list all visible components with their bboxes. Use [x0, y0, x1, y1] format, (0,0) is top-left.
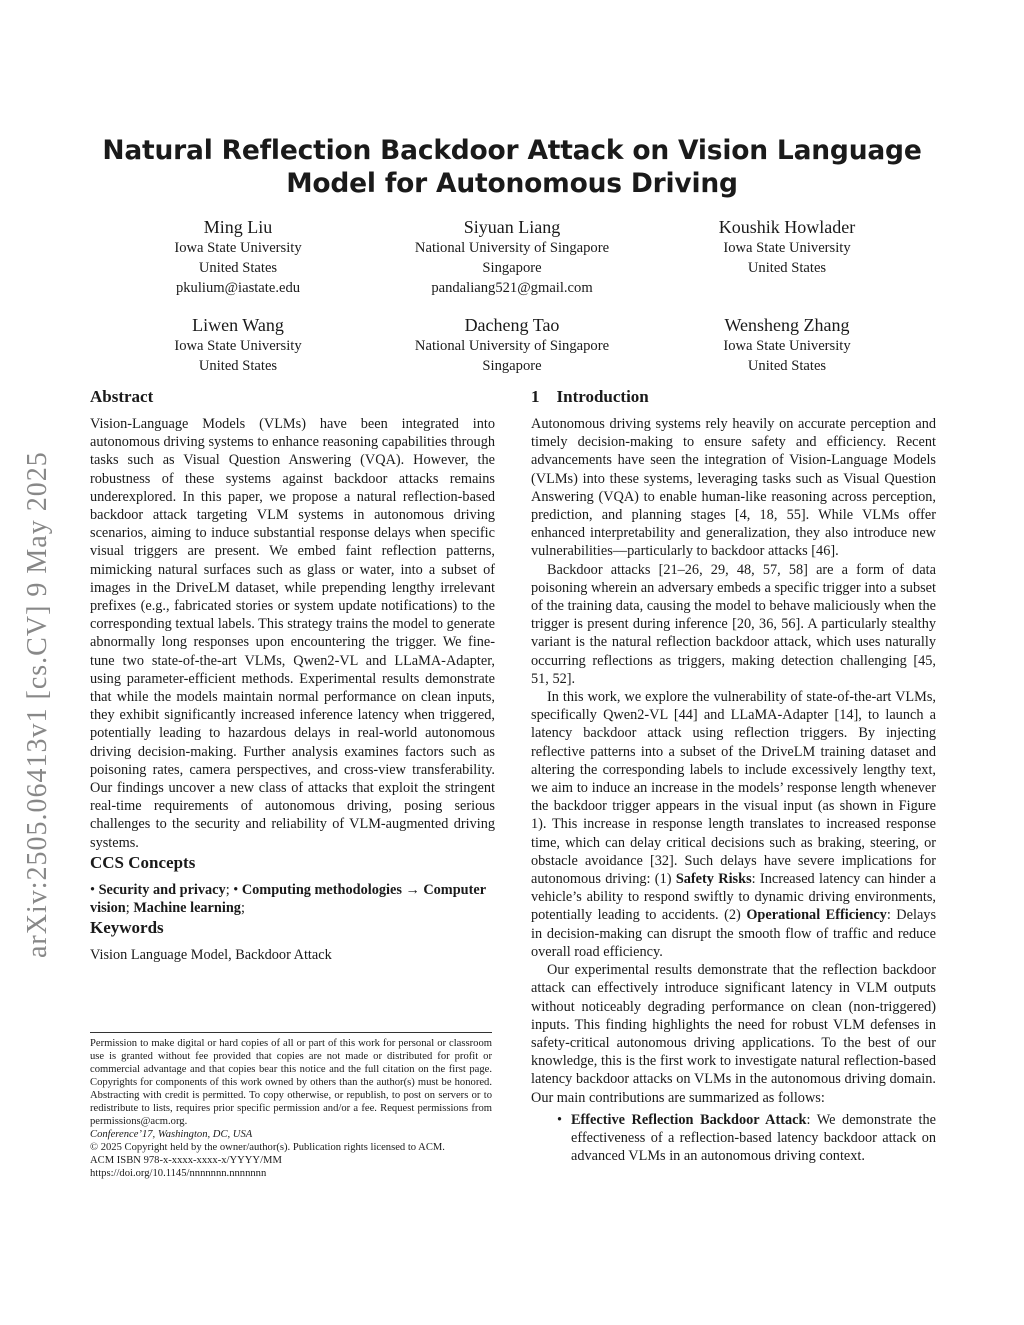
author-country: Singapore	[482, 260, 542, 276]
author-block	[98, 216, 378, 298]
author-block	[647, 314, 927, 376]
ccs-concepts: • Security and privacy; • Computing methodologies → Computer vision; Machine learning;	[90, 881, 486, 917]
intro-paragraph: Autonomous driving systems rely heavily on accurate perception and timely decision-making to ensure safety and efficiency. Recent advancements have seen the integration of Vision-Language Models (VLMs) into these systems, leveraging tasks such as Visual Question Answering (VQA) to enable human-like reasoning across perception, prediction, and planning stages [4, 18, 55]. While VLMs offer enhanced interpretability and generalization, they also introduce new vulnerabilities—particularly to backdoor attacks [46].	[531, 416, 936, 560]
ccs-separator: ;	[125, 900, 134, 917]
author-block	[372, 314, 652, 376]
operational-efficiency-term: Operational Efficiency	[746, 907, 887, 924]
author-country: United States	[747, 358, 827, 374]
list-item	[571, 1111, 936, 1166]
author-name: Liwen Wang	[192, 315, 284, 335]
intro-text: : Delays in decision-making can disrupt the smooth flow of traffic and reduce overall road efficiency.	[531, 907, 937, 960]
doi-link[interactable]: https://doi.org/10.1145/nnnnnnn.nnnnnnn	[90, 1168, 267, 1179]
author-block	[98, 314, 378, 376]
intro-text: In this work, we explore the vulnerability of state-of-the-art VLMs, specifically Qwen2-VL [44] and LLaMA-Adapter [14], to launch a latency backdoor attack using reflection triggers. By injecting reflective patterns into a subset of the DriveLM training dataset and altering the corresponding labels to include excessively lengthy text, we aim to induce an increase in the models’ response length whenever the backdoor trigger appears in the visual input (as shown in Figure 1). This increase in response length translates to increased response time, which can delay critical decisions such as braking, steering, or obstacle avoidance [32]. Such delays have severe implications for autonomous driving: (1)	[531, 689, 936, 888]
left-column	[90, 386, 495, 964]
ccs-ml: Machine learning	[133, 900, 241, 917]
right-column	[531, 386, 936, 1165]
intro-paragraph	[531, 688, 936, 961]
author-name: Wensheng Zhang	[724, 315, 850, 335]
ccs-end: ;	[240, 900, 245, 917]
author-affiliation: Iowa State University	[723, 240, 851, 256]
arxiv-identifier: arXiv:2505.06413v1 [cs.CV] 9 May 2025	[22, 451, 53, 958]
author-affiliation: Iowa State University	[174, 240, 302, 256]
author-name: Dacheng Tao	[464, 315, 560, 335]
paper-title: Natural Reflection Backdoor Attack on Vision Language Model for Autonomous Driving	[102, 135, 922, 199]
intro-paragraph: Our experimental results demonstrate that the reflection backdoor attack can effectively introduce significant latency in VLM outputs without noticeably degrading performance on clean (non-triggered) inputs. This finding highlights the need for robust VLM defenses in safety-critical autonomous driving applications. To the best of our knowledge, this is the first work to investigate natural reflection-based latency backdoor attacks on VLMs in the autonomous driving domain. Our main contributions are summarized as follows:	[531, 962, 936, 1106]
ccs-heading: CCS Concepts	[90, 852, 196, 872]
author-affiliation: Iowa State University	[174, 338, 302, 354]
author-country: Singapore	[482, 358, 542, 374]
intro-paragraph: Backdoor attacks [21–26, 29, 48, 57, 58] are a form of data poisoning wherein an adversary embeds a specific trigger into a subset of the training data, causing the model to behave maliciously when the trigger is present during inference [20, 36, 56]. A particularly stealthy variant is the natural reflection backdoor attack, which uses naturally occurring reflections as triggers, making detection challenging [45, 51, 52].	[531, 561, 936, 687]
author-affiliation: National University of Singapore	[414, 240, 610, 256]
contributions-list	[531, 1111, 936, 1166]
author-name: Ming Liu	[203, 217, 273, 237]
keywords-heading: Keywords	[90, 918, 164, 938]
author-name: Siyuan Liang	[463, 217, 561, 237]
author-affiliation: Iowa State University	[723, 338, 851, 354]
author-name: Koushik Howlader	[718, 217, 856, 237]
contribution-title: Effective Reflection Backdoor Attack	[571, 1111, 807, 1128]
contribution-text: : We demonstrate the effectiveness of a reflection-based latency backdoor attack on advanced VLMs in an autonomous driving context.	[571, 1111, 936, 1165]
ccs-computing: Computing methodologies → Computer vision	[90, 881, 486, 917]
author-country: United States	[747, 260, 827, 276]
author-email[interactable]: pandaliang521@gmail.com	[431, 280, 593, 296]
author-block	[372, 216, 652, 298]
intro-text: : Increased latency can hinder a vehicle’s ability to respond swiftly to dynamic driving environments, potentially leading to accidents. (2)	[531, 871, 936, 924]
keywords-text: Vision Language Model, Backdoor Attack	[90, 947, 332, 964]
intro-heading: 1 Introduction	[531, 387, 649, 406]
ccs-separator: ; •	[225, 881, 242, 898]
permission-notice: Permission to make digital or hard copies of all or part of this work for personal or classroom use is granted without fee provided that copies are not made or distributed for profit or commercial advantage and that copies bear this notice and the full citation on the first page. Copyrights for components of this work owned by others than the author(s) must be honored. Abstracting with credit is permitted. To copy otherwise, or republish, to post on servers or to redistribute to lists, requires prior specific permission and/or a fee. Request permissions from permissions@acm.org.	[90, 1038, 492, 1127]
author-affiliation: National University of Singapore	[414, 338, 610, 354]
conference-line: Conference’17, Washington, DC, USA	[90, 1129, 253, 1140]
isbn-line: ACM ISBN 978-x-xxxx-xxxx-x/YYYY/MM	[90, 1155, 282, 1166]
copyright-line: © 2025 Copyright held by the owner/author(s). Publication rights licensed to ACM.	[90, 1142, 445, 1153]
ccs-security: Security and privacy	[98, 881, 226, 898]
abstract-heading: Abstract	[90, 387, 154, 406]
abstract-text: Vision-Language Models (VLMs) have been integrated into autonomous driving systems to enhance reasoning capabilities through tasks such as Visual Question Answering (VQA). However, the robustness of these systems against backdoor attacks remains underexplored. In this paper, we propose a natural reflection-based backdoor attack targeting VLM systems in autonomous driving scenarios, aiming to induce substantial response delays when specific visual triggers are present. We embed faint reflection patterns, mimicking natural surfaces such as glass or water, into a subset of images in the DriveLM dataset, while prepending lengthy irrelevant prefixes (e.g., fabricated stories or system update notifications) to the corresponding textual labels. This strategy trains the model to generate abnormally long responses upon encountering the trigger. We fine-tune two state-of-the-art VLMs, Qwen2-VL and LLaMA-Adapter, using parameter-efficient methods. Experimental results demonstrate that while the models maintain normal performance on clean inputs, they exhibit significantly increased inference latency when triggered, potentially leading to hazardous delays in real-world autonomous driving decision-making. Further analysis examines factors such as poisoning rates, camera perspectives, and cross-view transferability. Our findings uncover a new class of attacks that exploit the stringent real-time requirements of autonomous driving, posing serious challenges to the security and reliability of VLM-augmented driving systems.	[90, 416, 495, 851]
safety-risks-term: Safety Risks	[675, 871, 752, 888]
copyright-footer	[90, 1032, 492, 1180]
author-country: United States	[198, 260, 278, 276]
author-country: United States	[198, 358, 278, 374]
author-block	[647, 216, 927, 278]
author-email[interactable]: pkulium@iastate.edu	[175, 280, 301, 296]
